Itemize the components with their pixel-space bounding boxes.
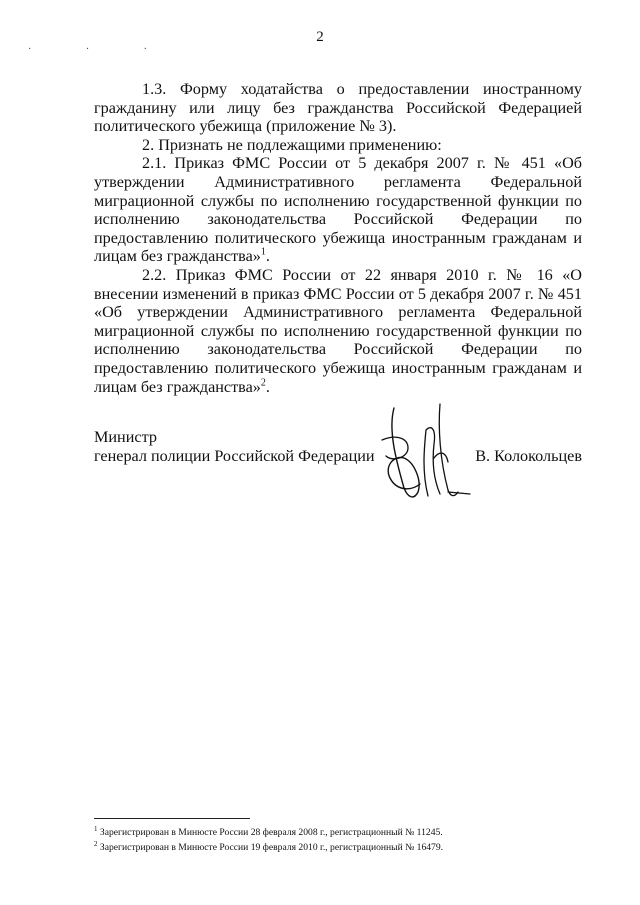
signatory-title: Министр	[94, 428, 157, 446]
item-1-3-text: 1.3. Форму ходатайства о предоставлении иностранному гражданину или лицу без гражданства Российской Федерацией политического убежища (приложение № 3).	[94, 80, 582, 136]
footnote-2	[94, 841, 584, 856]
item-2-text: 2. Признать не подлежащими применению:	[142, 135, 442, 154]
item-2-2	[94, 266, 582, 396]
footnote-divider	[94, 818, 250, 819]
item-2	[94, 136, 582, 155]
footnote-2-text: Зарегистрирован в Минюсте России 19 февраля 2010 г., регистрационный № 16479.	[97, 841, 444, 853]
item-2-2-end: .	[265, 377, 270, 396]
footnote-2-marker: 2	[94, 839, 98, 848]
signatory-name: В. Колокольцев	[475, 447, 582, 465]
item-2-1-text: 2.1. Приказ ФМС России от 5 декабря 2007 г. № 451 «Об утверждении Административного регламента Федеральной миграционной службы по исполнению государственной функции по исполнению законодательства Российской Федерации по предоставлению политического убежища иностранным гражданам и лицам без гражданства»	[94, 154, 582, 266]
item-2-1-end: .	[265, 247, 270, 266]
footnote-1-marker: 1	[94, 824, 98, 833]
footnote-ref-2: 2	[260, 377, 266, 389]
page-number: 2	[316, 29, 324, 45]
footnotes	[94, 826, 584, 855]
item-2-2-text: 2.2. Приказ ФМС России от 22 января 2010 г. № 16 «О внесении изменений в приказ ФМС России от 5 декабря 2007 г. № 451 «Об утверждении Административного регламента Федеральной миграционной службы по исполнению государственной функции по исполнению законодательства Российской Федерации по предоставлению политического убежища иностранным гражданам и лицам без гражданства»	[94, 265, 582, 396]
footnote-1-text: Зарегистрирован в Минюсте России 28 февраля 2008 г., регистрационный № 11245.	[97, 827, 443, 838]
scan-margin-marks: · · ·	[28, 44, 173, 55]
signature-block	[94, 428, 582, 518]
footnote-1	[94, 826, 584, 841]
signatory-rank: генерал полиции Российской Федерации	[94, 447, 375, 465]
footnote-ref-1: 1	[260, 246, 266, 258]
handwritten-signature	[374, 400, 474, 510]
item-2-1	[94, 154, 582, 266]
item-1-3	[94, 80, 582, 136]
document-body	[94, 80, 582, 396]
